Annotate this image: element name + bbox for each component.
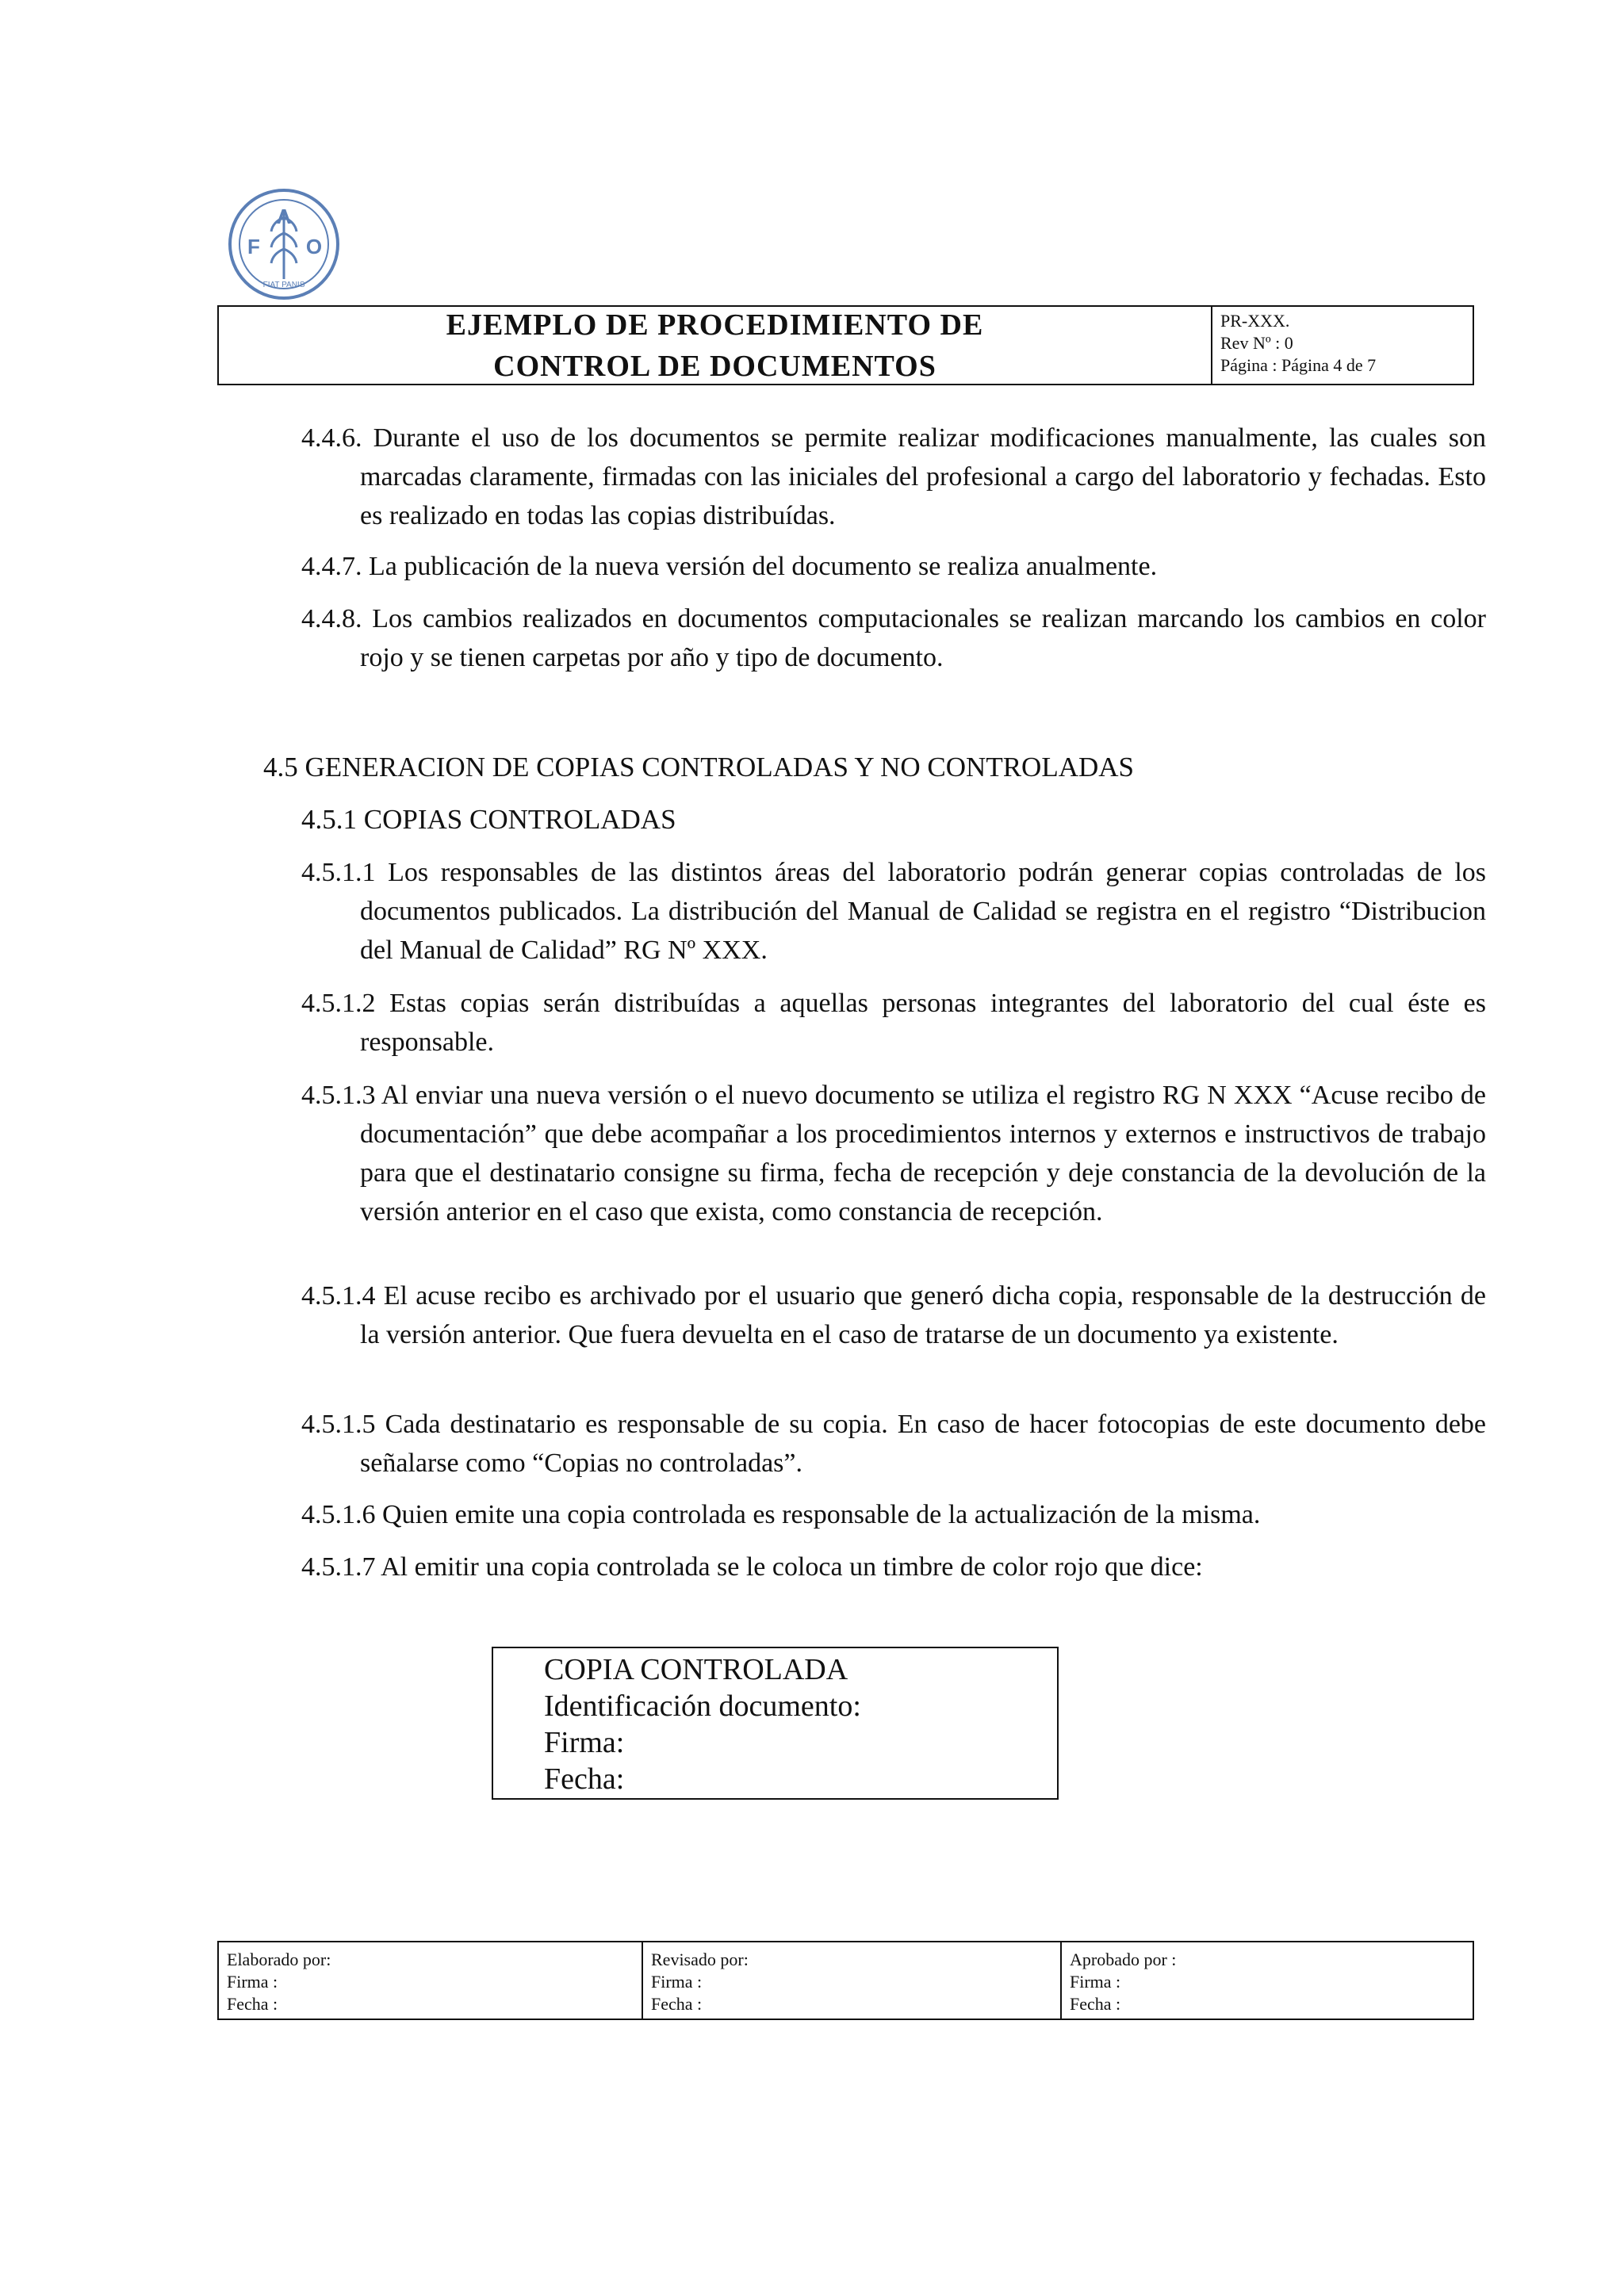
logo-letter-o: O: [305, 235, 323, 258]
section-heading-4-5-1: 4.5.1 COPIAS CONTROLADAS: [301, 804, 676, 835]
prepared-date-label: Fecha :: [227, 1994, 278, 2014]
title-line-2: CONTROL DE DOCUMENTOS: [493, 349, 936, 383]
approved-by-cell: [1062, 1942, 1473, 2019]
paragraph-number: 4.4.7.: [301, 552, 362, 581]
paragraph-text: Estas copias serán distribuídas a aquellas personas integrantes del laboratorio del cual éste es responsable.: [360, 989, 1487, 1057]
prepared-signature-label: Firma :: [227, 1972, 278, 1992]
paragraph-4-5-1-2: [301, 984, 1487, 1062]
paragraph-4-5-1-7: [301, 1548, 1486, 1586]
paragraph-number: 4.4.8.: [301, 604, 362, 633]
paragraph-number: 4.5.1.5: [301, 1410, 376, 1439]
paragraph-text: El acuse recibo es archivado por el usuario que generó dicha copia, responsable de la destrucción de la versión anterior. Que fuera devuelta en el caso de tratarse de un documento ya existente.: [360, 1281, 1486, 1349]
document-meta: [1212, 307, 1473, 384]
approved-date-label: Fecha :: [1070, 1994, 1121, 2014]
approved-by-label: Aprobado por :: [1070, 1950, 1177, 1969]
logo-motto: FIAT PANIS: [262, 281, 305, 289]
paragraph-4-4-8: [301, 599, 1487, 677]
paragraph-number: 4.5.1.7: [301, 1552, 376, 1582]
document-header: [217, 305, 1474, 385]
fao-logo-icon: [225, 186, 343, 303]
approved-signature-label: Firma :: [1070, 1972, 1121, 1992]
paragraph-4-5-1-1: [301, 853, 1486, 970]
paragraph-number: 4.5.1.4: [301, 1281, 376, 1311]
paragraph-text: Al emitir una copia controlada se le coloca un timbre de color rojo que dice:: [381, 1552, 1203, 1582]
paragraph-text: Durante el uso de los documentos se permite realizar modificaciones manualmente, las cuales son marcadas claramente, firmadas con las iniciales del profesional a cargo del laboratorio y fechadas. Esto es realizado en todas las copias distribuídas.: [360, 423, 1487, 530]
stamp-signature: Firma:: [544, 1726, 625, 1759]
paragraph-4-5-1-5: [301, 1405, 1487, 1483]
paragraph-text: La publicación de la nueva versión del documento se realiza anualmente.: [369, 552, 1158, 581]
reviewed-date-label: Fecha :: [651, 1994, 703, 2014]
paragraph-text: Quien emite una copia controlada es responsable de la actualización de la misma.: [382, 1500, 1261, 1529]
title-line-1: EJEMPLO DE PROCEDIMIENTO DE: [446, 308, 984, 342]
revision-number: Rev Nº : 0: [1220, 333, 1293, 353]
paragraph-number: 4.5.1.1: [301, 858, 376, 887]
stamp-title: COPIA CONTROLADA: [544, 1653, 848, 1686]
paragraph-number: 4.5.1.2: [301, 989, 376, 1018]
paragraph-text: Al enviar una nueva versión o el nuevo documento se utiliza el registro RG N XXX “Acuse recibo de documentación” que debe acompañar a los procedimientos internos y externos e instructivos de trabajo para que el destinatario consigne su firma, fecha de recepción y deje constancia de la devolución de la versión anterior en el caso que exista, como constancia de recepción.: [360, 1081, 1487, 1226]
paragraph-number: 4.5.1.6: [301, 1500, 376, 1529]
paragraph-text: Los cambios realizados en documentos computacionales se realizan marcando los cambios en color rojo y se tienen carpetas por año y tipo de documento.: [360, 604, 1487, 672]
stamp-date: Fecha:: [544, 1762, 625, 1796]
paragraph-text: Los responsables de las distintos áreas del laboratorio podrán generar copias controladas de los documentos publicados. La distribución del Manual de Calidad se registra en el registro “Distribucion del Manual de Calidad” RG Nº XXX.: [360, 858, 1486, 965]
paragraph-number: 4.5.1.3: [301, 1081, 376, 1110]
approval-table: [217, 1941, 1474, 2020]
paragraph-number: 4.4.6.: [301, 423, 362, 453]
paragraph-4-4-7: [301, 547, 1486, 586]
page-number: Página : Página 4 de 7: [1220, 355, 1377, 375]
paragraph-4-5-1-6: [301, 1495, 1486, 1534]
document-title: [219, 307, 1212, 384]
reviewed-by-label: Revisado por:: [651, 1950, 749, 1969]
document-code: PR-XXX.: [1220, 311, 1290, 331]
paragraph-4-5-1-4: [301, 1276, 1486, 1354]
controlled-copy-stamp: [492, 1647, 1059, 1800]
prepared-by-cell: [219, 1942, 643, 2019]
paragraph-text: Cada destinatario es responsable de su copia. En caso de hacer fotocopias de este documento debe señalarse como “Copias no controladas”.: [360, 1410, 1487, 1478]
reviewed-signature-label: Firma :: [651, 1972, 703, 1992]
reviewed-by-cell: [643, 1942, 1062, 2019]
paragraph-4-5-1-3: [301, 1076, 1487, 1231]
section-heading-4-5: 4.5 GENERACION DE COPIAS CONTROLADAS Y NO CONTROLADAS: [263, 752, 1134, 783]
logo-letter-f: F: [247, 235, 260, 258]
paragraph-4-4-6: [301, 419, 1487, 535]
logo-letter-a: A: [276, 205, 292, 228]
prepared-by-label: Elaborado por:: [227, 1950, 331, 1969]
stamp-document-id: Identificación documento:: [544, 1689, 861, 1723]
